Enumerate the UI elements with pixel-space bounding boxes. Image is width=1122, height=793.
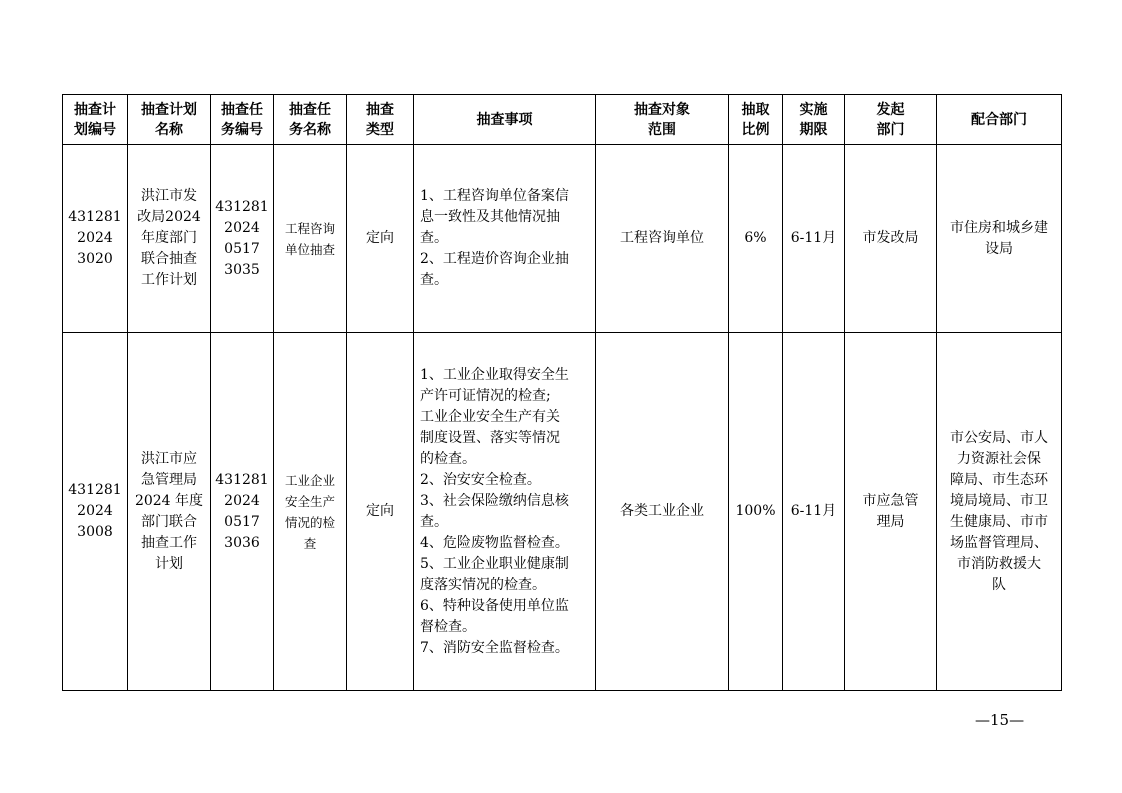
table-row: [63, 333, 1062, 691]
dept-cell: 市应急管 理局: [845, 333, 937, 691]
header-ratio: 抽取 比例: [729, 95, 783, 145]
scope-cell: 各类工业企业: [596, 333, 729, 691]
page-number: —15—: [975, 711, 1025, 729]
items-cell: 1、工业企业取得安全生 产许可证情况的检查; 工业企业安全生产有关 制度设置、落实等情况 的检查。 2、治安安全检查。 3、社会保险缴纳信息核 查。 4、危险废物监督检查。 5、工业企业职业健康制 度落实情况的检查。 6、特种设备使用单位监 督检查。 7、消防安全监督检查。: [414, 333, 596, 691]
period-cell: 6-11月: [783, 333, 845, 691]
dept-cell: 市发改局: [845, 145, 937, 333]
header-task-name: 抽查任 务名称: [274, 95, 347, 145]
header-plan-name: 抽查计划 名称: [128, 95, 211, 145]
plan-no-cell: 431281 2024 3008: [63, 333, 128, 691]
header-dept: 发起 部门: [845, 95, 937, 145]
header-row: [63, 95, 1062, 145]
ratio-cell: 6%: [729, 145, 783, 333]
header-coop: 配合部门: [937, 95, 1062, 145]
items-cell: 1、工程咨询单位备案信 息一致性及其他情况抽 查。 2、工程造价咨询企业抽 查。: [414, 145, 596, 333]
table-row: [63, 145, 1062, 333]
type-cell: 定向: [347, 333, 414, 691]
ratio-cell: 100%: [729, 333, 783, 691]
task-no-cell: 431281 2024 0517 3036: [211, 333, 274, 691]
coop-cell: 市住房和城乡建 设局: [937, 145, 1062, 333]
task-name-cell: 工程咨询 单位抽查: [274, 145, 347, 333]
header-plan-no: 抽查计 划编号: [63, 95, 128, 145]
task-no-cell: 431281 2024 0517 3035: [211, 145, 274, 333]
period-cell: 6-11月: [783, 145, 845, 333]
header-items: 抽查事项: [414, 95, 596, 145]
plan-name-cell: 洪江市应 急管理局 2024 年度 部门联合 抽查工作 计划: [128, 333, 211, 691]
header-period: 实施 期限: [783, 95, 845, 145]
inspection-plan-table: [62, 94, 1062, 691]
type-cell: 定向: [347, 145, 414, 333]
plan-no-cell: 431281 2024 3020: [63, 145, 128, 333]
coop-cell: 市公安局、市人 力资源社会保 障局、市生态环 境局境局、市卫 生健康局、市市 场监督管理局、 市消防救援大 队: [937, 333, 1062, 691]
plan-name-cell: 洪江市发 改局2024 年度部门 联合抽查 工作计划: [128, 145, 211, 333]
task-name-cell: 工业企业 安全生产 情况的检 查: [274, 333, 347, 691]
scope-cell: 工程咨询单位: [596, 145, 729, 333]
header-type: 抽查 类型: [347, 95, 414, 145]
header-scope: 抽查对象 范围: [596, 95, 729, 145]
header-task-no: 抽查任 务编号: [211, 95, 274, 145]
